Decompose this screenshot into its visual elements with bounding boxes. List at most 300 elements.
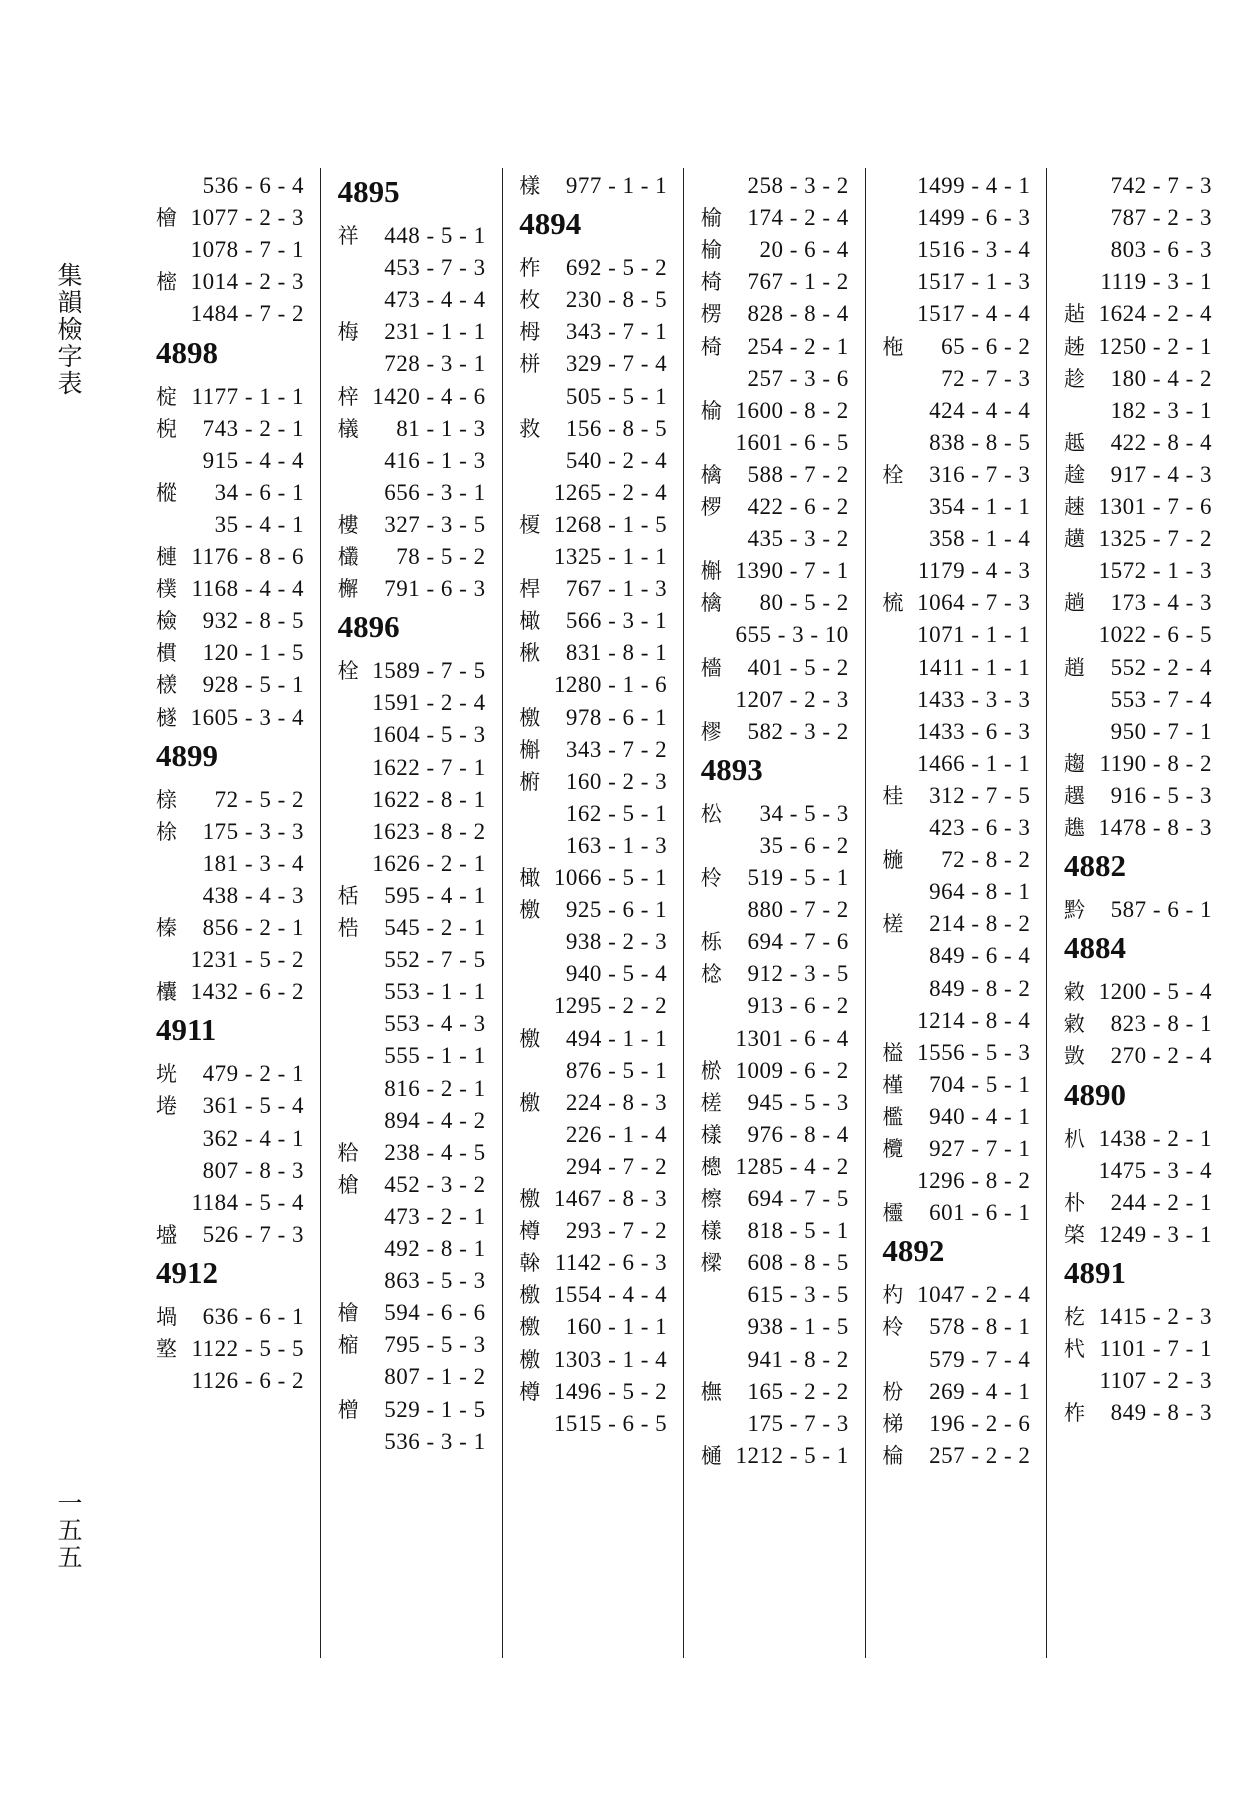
- index-entry: [334, 1327, 494, 1364]
- index-entry: [1060, 361, 1220, 398]
- entry-reference: 1250 - 2 - 1: [1098, 333, 1212, 359]
- entry-reference: 1107 - 2 - 3: [1099, 1368, 1212, 1394]
- entry-reference: 1176 - 8 - 6: [191, 544, 304, 569]
- entry-character: 檄: [519, 1090, 541, 1115]
- index-entry: [152, 846, 312, 883]
- entry-character: 樑: [700, 1251, 722, 1276]
- entry-character: 栟: [519, 352, 541, 377]
- index-entry: [1060, 1185, 1220, 1222]
- index-entry: [1060, 1121, 1220, 1158]
- entry-reference: 270 - 2 - 4: [1110, 1043, 1212, 1069]
- index-column: [878, 168, 1047, 1658]
- entry-reference: 1101 - 7 - 1: [1099, 1336, 1212, 1361]
- index-entry: [515, 346, 675, 383]
- index-entry: [697, 682, 857, 719]
- index-entry: [515, 892, 675, 929]
- entry-reference: 343 - 7 - 1: [565, 319, 668, 345]
- entry-character: 欞: [882, 1201, 904, 1226]
- entry-reference: 1604 - 5 - 3: [372, 722, 486, 748]
- entry-reference: 1303 - 1 - 4: [553, 1346, 668, 1372]
- entry-character: 槍: [337, 1172, 359, 1197]
- entry-character: 敹: [1064, 980, 1085, 1005]
- entry-character: 朳: [1064, 1126, 1085, 1151]
- entry-reference: 823 - 8 - 1: [1110, 1011, 1212, 1037]
- index-entry: [1060, 1038, 1220, 1075]
- entry-reference: 327 - 3 - 5: [384, 511, 486, 537]
- entry-character: 檄: [519, 1347, 541, 1372]
- index-entry: [697, 457, 857, 494]
- index-entry: [152, 878, 312, 915]
- entry-character: 榇: [156, 787, 177, 812]
- index-entry: [334, 1424, 494, 1461]
- index-entry: [878, 168, 1038, 205]
- entry-character: 棯: [700, 962, 722, 987]
- index-entry: [697, 329, 857, 366]
- entry-reference: 553 - 1 - 1: [384, 979, 486, 1005]
- entry-reference: 927 - 7 - 1: [929, 1136, 1031, 1161]
- index-entry: [697, 1181, 857, 1218]
- entry-reference: 1009 - 6 - 2: [735, 1057, 849, 1083]
- index-entry: [334, 507, 494, 544]
- index-entry: [334, 1038, 494, 1075]
- index-entry: [152, 475, 312, 512]
- index-entry: [515, 924, 675, 961]
- entry-reference: 1605 - 3 - 4: [190, 704, 304, 730]
- entry-reference: 694 - 7 - 5: [747, 1186, 849, 1211]
- index-entry: [697, 489, 857, 526]
- index-entry: [152, 379, 312, 416]
- index-entry: [878, 938, 1038, 975]
- index-entry: [515, 796, 675, 833]
- index-column: [697, 168, 866, 1658]
- index-entry: [697, 1213, 857, 1250]
- group-heading: [152, 1008, 312, 1048]
- entry-reference: 120 - 1 - 5: [202, 640, 304, 666]
- index-entry: [697, 828, 857, 865]
- entry-reference: 80 - 5 - 2: [759, 590, 849, 616]
- index-entry: [878, 746, 1038, 783]
- entry-reference: 343 - 7 - 2: [565, 736, 668, 762]
- index-entry: [1060, 232, 1220, 269]
- index-entry: [515, 764, 675, 801]
- entry-reference: 925 - 6 - 1: [565, 897, 668, 923]
- index-column: [152, 168, 321, 1658]
- index-entry: [697, 296, 857, 333]
- entry-reference: 818 - 5 - 1: [747, 1218, 849, 1244]
- entry-character: 杚: [1064, 1304, 1085, 1329]
- entry-reference: 473 - 4 - 4: [384, 287, 486, 313]
- entry-reference: 505 - 5 - 1: [565, 383, 668, 409]
- entry-character: 趚: [1064, 495, 1085, 519]
- entry-reference: 555 - 1 - 1: [384, 1043, 486, 1069]
- index-entry: [334, 653, 494, 690]
- entry-reference: 1411 - 1 - 1: [917, 654, 1031, 680]
- entry-reference: 1071 - 1 - 1: [917, 622, 1031, 648]
- entry-character: 樅: [156, 480, 177, 505]
- entry-character: 梏: [337, 916, 359, 940]
- index-entry: [1060, 1217, 1220, 1254]
- entry-reference: 238 - 4 - 5: [384, 1139, 486, 1165]
- index-entry: [515, 1213, 675, 1250]
- index-entry: [697, 1117, 857, 1154]
- index-entry: [697, 924, 857, 961]
- entry-character: 趆: [1064, 430, 1085, 455]
- entry-reference: 1475 - 3 - 4: [1098, 1157, 1212, 1183]
- entry-character: 椨: [519, 769, 541, 794]
- entry-reference: 807 - 1 - 2: [384, 1364, 486, 1390]
- entry-reference: 294 - 7 - 2: [565, 1153, 668, 1179]
- index-entry: [878, 489, 1038, 526]
- entry-reference: 1432 - 6 - 2: [190, 979, 304, 1005]
- entry-character: 橧: [337, 1397, 359, 1422]
- index-entry: [878, 1277, 1038, 1314]
- entry-reference: 401 - 5 - 2: [747, 654, 849, 680]
- entry-character: 榦: [519, 1251, 541, 1276]
- group-heading: [1060, 1073, 1220, 1110]
- entry-character: 楸: [519, 641, 541, 666]
- entry-reference: 941 - 8 - 2: [747, 1346, 849, 1372]
- index-entry: [515, 732, 675, 769]
- index-entry: [697, 1149, 857, 1186]
- entry-character: 桿: [519, 577, 541, 602]
- index-entry: [878, 874, 1038, 911]
- entry-reference: 1301 - 7 - 6: [1098, 494, 1212, 519]
- entry-character: 欖: [882, 1137, 904, 1161]
- group-heading: [334, 170, 494, 207]
- index-entry: [1060, 714, 1220, 751]
- entry-character: 樌: [156, 641, 177, 666]
- index-entry: [515, 956, 675, 993]
- index-entry: [515, 988, 675, 1025]
- entry-character: 埢: [156, 1094, 177, 1119]
- index-entry: [334, 846, 494, 883]
- entry-reference: 1478 - 8 - 3: [1098, 815, 1212, 840]
- index-entry: [878, 714, 1038, 751]
- entry-reference: 156 - 8 - 5: [565, 415, 668, 441]
- index-entry: [515, 507, 675, 544]
- index-entry: [697, 521, 857, 558]
- entry-reference: 1214 - 8 - 4: [917, 1007, 1031, 1033]
- entry-reference: 160 - 1 - 1: [565, 1314, 668, 1340]
- entry-character: 楞: [700, 302, 722, 327]
- index-entry: [152, 635, 312, 672]
- index-entry: [334, 910, 494, 947]
- entry-reference: 655 - 3 - 10: [735, 622, 849, 648]
- entry-reference: 1212 - 5 - 1: [735, 1442, 849, 1468]
- entry-reference: 552 - 7 - 5: [384, 947, 486, 973]
- entry-reference: 1600 - 8 - 2: [735, 397, 849, 423]
- index-entry: [878, 617, 1038, 654]
- entry-reference: 1184 - 5 - 4: [191, 1189, 304, 1215]
- entry-reference: 601 - 6 - 1: [929, 1200, 1031, 1226]
- index-entry: [1060, 1331, 1220, 1368]
- entry-character: 趙: [1064, 655, 1085, 680]
- entry-reference: 362 - 4 - 1: [202, 1125, 304, 1151]
- entry-reference: 1265 - 2 - 4: [553, 479, 668, 505]
- entry-character: 樬: [700, 1154, 722, 1179]
- entry-character: 樓: [337, 512, 359, 537]
- entry-character: 桂: [882, 783, 904, 808]
- entry-reference: 354 - 1 - 1: [929, 494, 1031, 519]
- entry-reference: 1499 - 4 - 1: [917, 173, 1031, 198]
- group-number: 4891: [1064, 1254, 1126, 1290]
- entry-character: 槿: [882, 1072, 904, 1097]
- entry-reference: 1325 - 1 - 1: [553, 544, 668, 569]
- entry-reference: 1623 - 8 - 2: [372, 818, 486, 844]
- index-entry: [515, 539, 675, 576]
- entry-reference: 950 - 7 - 1: [1110, 718, 1212, 744]
- group-number: 4896: [337, 609, 400, 645]
- entry-character: 檜: [156, 206, 177, 231]
- entry-reference: 636 - 6 - 1: [202, 1303, 304, 1329]
- entry-reference: 656 - 3 - 1: [384, 479, 486, 505]
- entry-reference: 807 - 8 - 3: [202, 1157, 304, 1183]
- entry-reference: 316 - 7 - 3: [929, 461, 1031, 487]
- index-entry: [152, 232, 312, 269]
- entry-reference: 694 - 7 - 6: [747, 929, 849, 955]
- index-entry: [697, 361, 857, 398]
- entry-reference: 257 - 2 - 2: [929, 1442, 1031, 1468]
- entry-character: 樣: [700, 1219, 722, 1244]
- index-entry: [152, 910, 312, 947]
- group-heading: [334, 605, 494, 645]
- index-entry: [334, 1103, 494, 1140]
- entry-reference: 165 - 2 - 2: [747, 1378, 849, 1404]
- index-entry: [334, 1392, 494, 1429]
- entry-reference: 791 - 6 - 3: [384, 576, 486, 602]
- index-entry: [1060, 425, 1220, 462]
- entry-reference: 526 - 7 - 3: [202, 1221, 304, 1247]
- entry-character: 樎: [337, 1333, 359, 1358]
- entry-reference: 1142 - 6 - 3: [554, 1250, 668, 1276]
- index-entry: [1060, 553, 1220, 590]
- entry-reference: 1249 - 3 - 1: [1098, 1221, 1212, 1247]
- entry-reference: 1572 - 1 - 3: [1098, 558, 1212, 584]
- entry-reference: 34 - 6 - 1: [214, 479, 304, 505]
- entry-reference: 329 - 7 - 4: [565, 351, 668, 377]
- entry-character: 趨: [1064, 751, 1085, 776]
- entry-reference: 492 - 8 - 1: [384, 1236, 486, 1261]
- entry-character: 檫: [700, 1187, 722, 1211]
- entry-reference: 540 - 2 - 4: [565, 447, 668, 473]
- entry-character: 檢: [156, 609, 177, 634]
- entry-reference: 175 - 3 - 3: [202, 818, 304, 844]
- entry-reference: 416 - 1 - 3: [384, 447, 486, 473]
- entry-reference: 422 - 8 - 4: [1110, 429, 1212, 455]
- index-entry: [334, 1006, 494, 1043]
- index-entry: [878, 650, 1038, 687]
- group-heading: [152, 331, 312, 368]
- group-number: 4890: [1064, 1076, 1126, 1112]
- index-entry: [152, 571, 312, 608]
- index-entry: [334, 1359, 494, 1396]
- index-entry: [697, 1342, 857, 1379]
- entry-character: 樣: [700, 1122, 722, 1147]
- index-entry: [1060, 489, 1220, 526]
- entry-character: 救: [519, 416, 541, 441]
- entry-reference: 938 - 1 - 5: [747, 1314, 849, 1340]
- entry-reference: 1496 - 5 - 2: [553, 1378, 668, 1404]
- entry-character: 趛: [1064, 462, 1085, 487]
- index-entry: [697, 956, 857, 993]
- entry-character: 椸: [882, 848, 904, 873]
- entry-reference: 552 - 2 - 4: [1110, 654, 1212, 680]
- index-entry: [515, 1149, 675, 1186]
- index-entry: [515, 1117, 675, 1154]
- index-entry: [515, 1342, 675, 1379]
- group-number: 4892: [882, 1233, 945, 1269]
- index-entry: [515, 443, 675, 480]
- index-entry: [878, 329, 1038, 366]
- entry-character: 趩: [1064, 783, 1085, 808]
- index-entry: [697, 232, 857, 269]
- entry-character: 粭: [337, 1140, 359, 1165]
- entry-reference: 928 - 5 - 1: [202, 672, 304, 698]
- group-number: 4894: [519, 206, 582, 242]
- index-entry: [697, 1309, 857, 1346]
- index-entry: [878, 842, 1038, 879]
- entry-reference: 1626 - 2 - 1: [372, 850, 486, 876]
- index-entry: [878, 971, 1038, 1008]
- index-entry: [878, 296, 1038, 333]
- entry-character: 栂: [519, 320, 541, 345]
- entry-reference: 358 - 1 - 4: [929, 526, 1031, 552]
- page-number: 一五五: [54, 1490, 83, 1571]
- index-entry: [697, 1085, 857, 1122]
- index-entry: [334, 685, 494, 722]
- entry-character: 趈: [1064, 302, 1085, 327]
- index-entry: [878, 457, 1038, 494]
- entry-reference: 1515 - 6 - 5: [553, 1410, 668, 1436]
- entry-reference: 743 - 2 - 1: [202, 415, 304, 441]
- entry-character: 檨: [156, 673, 177, 698]
- entry-reference: 1624 - 2 - 4: [1098, 301, 1212, 327]
- index-entry: [515, 250, 675, 287]
- group-heading: [515, 202, 675, 242]
- entry-character: 榆: [700, 206, 722, 231]
- index-entry: [878, 1099, 1038, 1136]
- entry-reference: 1066 - 5 - 1: [553, 865, 668, 890]
- index-entry: [334, 571, 494, 608]
- index-entry: [152, 700, 312, 737]
- index-entry: [1060, 1363, 1220, 1400]
- index-entry: [1060, 521, 1220, 558]
- index-entry: [697, 1245, 857, 1282]
- index-entry: [1060, 617, 1220, 654]
- entry-reference: 831 - 8 - 1: [565, 640, 668, 666]
- entry-character: 黔: [1064, 898, 1085, 923]
- entry-character: 槎: [882, 912, 904, 937]
- entry-reference: 214 - 8 - 2: [929, 911, 1031, 937]
- index-entry: [515, 860, 675, 897]
- entry-reference: 231 - 1 - 1: [384, 319, 486, 345]
- index-entry: [878, 553, 1038, 590]
- entry-reference: 976 - 8 - 4: [747, 1121, 849, 1147]
- index-entry: [697, 393, 857, 430]
- index-entry: [697, 1021, 857, 1058]
- entry-reference: 173 - 4 - 3: [1110, 590, 1212, 616]
- entry-character: 欜: [156, 980, 177, 1005]
- group-heading: [1060, 926, 1220, 966]
- entry-character: 棨: [1064, 1222, 1085, 1247]
- entry-reference: 1022 - 6 - 5: [1098, 622, 1212, 648]
- entry-character: 檖: [156, 705, 177, 730]
- index-entry: [152, 1299, 312, 1336]
- entry-reference: 964 - 8 - 1: [929, 879, 1031, 905]
- entry-reference: 1433 - 3 - 3: [917, 686, 1031, 712]
- entry-reference: 1415 - 2 - 3: [1098, 1303, 1212, 1329]
- entry-character: 柞: [1064, 1401, 1085, 1426]
- index-entry: [1060, 778, 1220, 815]
- entry-reference: 828 - 8 - 4: [747, 301, 849, 327]
- index-entry: [334, 1295, 494, 1332]
- entry-reference: 1077 - 2 - 3: [190, 205, 304, 231]
- entry-reference: 704 - 5 - 1: [929, 1071, 1031, 1097]
- entry-reference: 1589 - 7 - 5: [372, 658, 486, 684]
- index-entry: [334, 1071, 494, 1108]
- index-entry: [878, 682, 1038, 719]
- index-entry: [152, 507, 312, 544]
- index-entry: [334, 1263, 494, 1300]
- index-entry: [1060, 457, 1220, 494]
- entry-reference: 72 - 7 - 3: [941, 365, 1031, 391]
- index-entry: [152, 1331, 312, 1368]
- entry-character: 梌: [156, 819, 177, 844]
- entry-reference: 269 - 4 - 1: [929, 1378, 1031, 1404]
- entry-reference: 226 - 1 - 4: [565, 1121, 668, 1147]
- entry-reference: 795 - 5 - 3: [384, 1332, 486, 1358]
- group-number: 4912: [156, 1254, 218, 1290]
- index-entry: [515, 411, 675, 448]
- index-entry: [334, 1199, 494, 1236]
- entry-character: 柃: [700, 866, 722, 890]
- entry-character: 棿: [156, 416, 177, 441]
- entry-reference: 1268 - 1 - 5: [553, 511, 668, 537]
- entry-reference: 1516 - 3 - 4: [917, 237, 1031, 263]
- index-entry: [697, 617, 857, 654]
- index-entry: [152, 603, 312, 640]
- entry-character: 趪: [1064, 527, 1085, 552]
- index-entry: [515, 1245, 675, 1282]
- index-entry: [152, 1185, 312, 1222]
- index-entry: [334, 443, 494, 480]
- index-entry: [152, 1121, 312, 1158]
- entry-reference: 1168 - 4 - 4: [191, 576, 304, 602]
- index-entry: [878, 1067, 1038, 1104]
- entry-reference: 1622 - 8 - 1: [372, 786, 486, 812]
- index-entry: [697, 553, 857, 590]
- index-entry: [1060, 393, 1220, 430]
- entry-character: 檄: [519, 705, 541, 730]
- entry-reference: 977 - 1 - 1: [565, 173, 668, 198]
- index-entry: [878, 232, 1038, 269]
- group-number: 4882: [1064, 848, 1126, 884]
- entry-character: 樛: [700, 719, 722, 744]
- entry-reference: 435 - 3 - 2: [747, 526, 849, 552]
- index-entry: [152, 1153, 312, 1190]
- entry-reference: 1591 - 2 - 4: [372, 690, 486, 716]
- index-entry: [1060, 682, 1220, 719]
- group-number: 4884: [1064, 930, 1126, 966]
- entry-reference: 945 - 5 - 3: [747, 1089, 849, 1115]
- index-entry: [878, 1035, 1038, 1072]
- entry-reference: 175 - 7 - 3: [747, 1410, 849, 1436]
- entry-character: 梓: [337, 384, 359, 409]
- entry-character: 杓: [882, 1283, 904, 1308]
- index-entry: [515, 635, 675, 672]
- entry-reference: 545 - 2 - 1: [384, 915, 486, 940]
- index-entry: [152, 1363, 312, 1400]
